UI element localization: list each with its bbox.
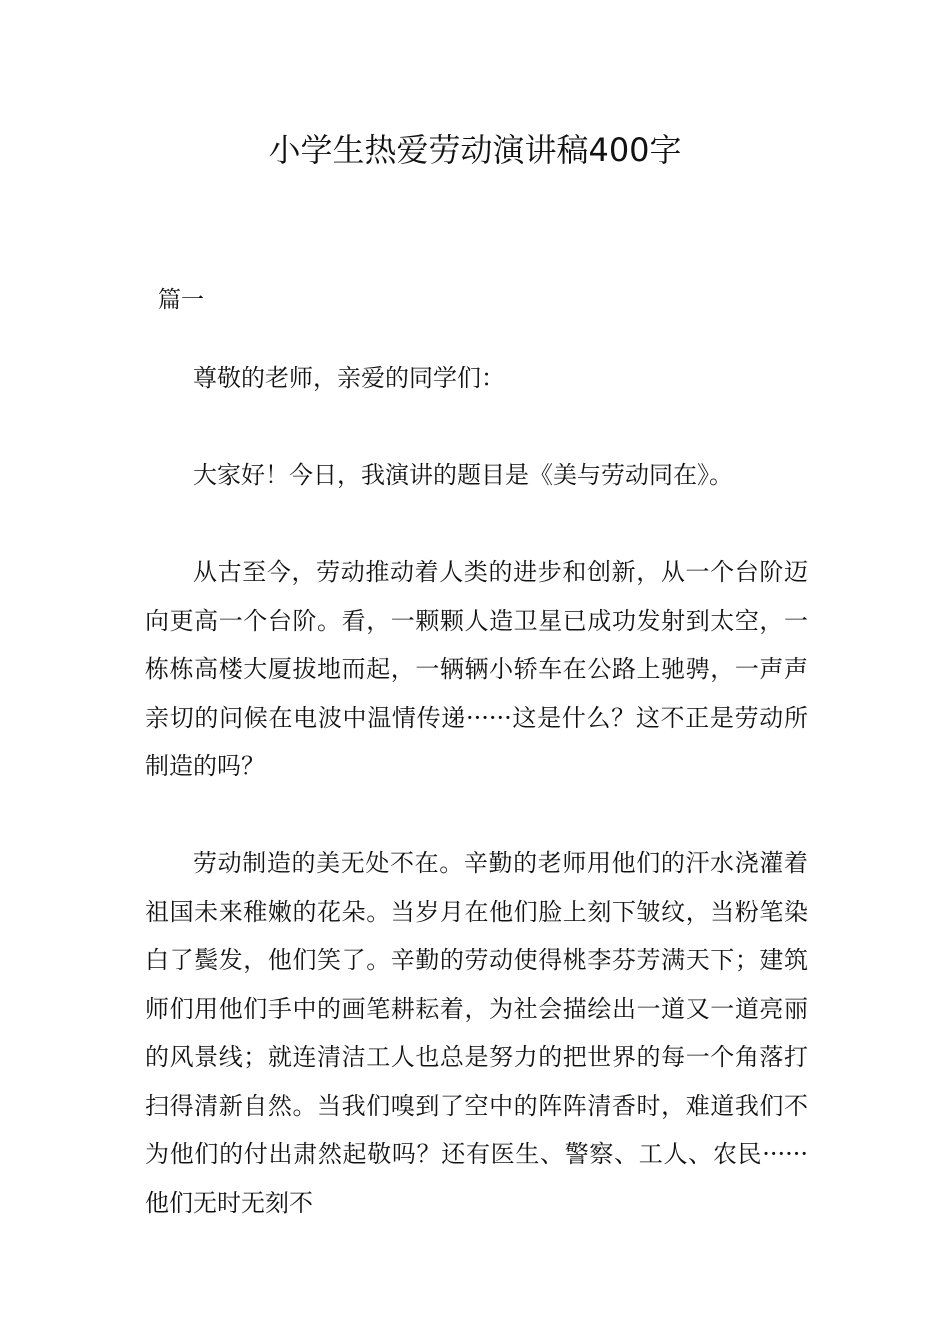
section-label: 篇一 <box>158 287 204 313</box>
paragraph-labor-progress: 从古至今，劳动推动着人类的进步和创新，从一个台阶迈向更高一个台阶。看，一颗颗人造卫星已成功发射到太空，一栋栋高楼大厦拔地而起，一辆辆小轿车在公路上驰骋，一声声亲切的问候在电波中温情传递······这是什么？这不正是劳动所制造的吗？ <box>145 558 808 780</box>
document-title: 小学生热爱劳动演讲稿400字 <box>268 131 682 169</box>
paragraph-labor-beauty: 劳动制造的美无处不在。辛勤的老师用他们的汗水浇灌着祖国未来稚嫩的花朵。当岁月在他们脸上刻下皱纹，当粉笔染白了鬓发，他们笑了。辛勤的劳动使得桃李芬芳满天下；建筑师们用他们手中的画笔耕耘着，为社会描绘出一道又一道亮丽的风景线；就连清洁工人也总是努力的把世界的每一个角落打扫得清新自然。当我们嗅到了空中的阵阵清香时，难道我们不为他们的付出肃然起敬吗？还有医生、警察、工人、农民······他们无时无刻不 <box>145 849 808 1217</box>
paragraph-greeting: 尊敬的老师，亲爱的同学们： <box>193 364 505 392</box>
paragraph-intro: 大家好！今日，我演讲的题目是《美与劳动同在》。 <box>193 461 733 489</box>
